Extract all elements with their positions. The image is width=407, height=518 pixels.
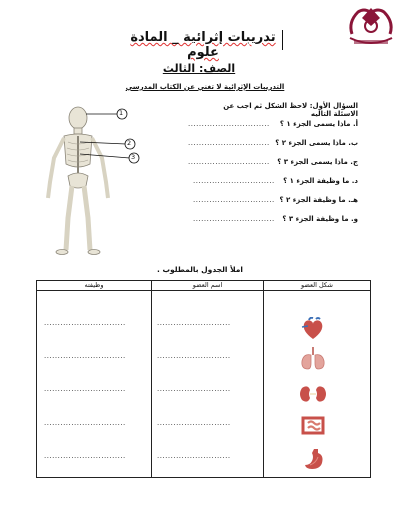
grade-label: الصف: الثالث (162, 62, 236, 75)
question-text: و. ما وظيفة الجزء ٣ ؟ (282, 215, 358, 223)
question-text: د. ما وظيفة الجزء ١ ؟ (283, 177, 358, 185)
function-blank[interactable]: .............................. (44, 452, 126, 460)
ministry-logo (340, 4, 402, 50)
question-text: ج. ماذا يسمى الجزء ٣ ؟ (277, 158, 358, 166)
function-blank[interactable]: .............................. (44, 352, 126, 360)
name-blank[interactable]: ........................... (157, 452, 231, 460)
name-blank[interactable]: ........................... (157, 385, 231, 393)
label-3: 3 (131, 153, 136, 161)
answer-blank[interactable]: .............................. (193, 196, 275, 204)
name-blank[interactable]: ........................... (157, 352, 231, 360)
page-title: تدريبات إثرائية _ المادة علوم (130, 30, 276, 60)
lungs-icon (298, 347, 328, 371)
text-cursor (282, 30, 284, 50)
stomach-icon (302, 447, 326, 471)
kidneys-icon (298, 384, 328, 404)
label-2: 2 (127, 139, 132, 147)
intestines-icon (300, 414, 326, 436)
question1-intro: السؤال الأول: لاحظ الشكل ثم اجب عن الاسئلة التاليه (223, 102, 358, 118)
subtitle: التدريبات الإثرائية لا تغني عن الكتاب المدرسي (125, 83, 285, 91)
answer-blank[interactable]: .............................. (188, 158, 270, 166)
answer-blank[interactable]: .............................. (188, 139, 270, 147)
name-blank[interactable]: ........................... (157, 319, 231, 327)
header-organ-name: اسم العضو (152, 281, 264, 291)
answer-blank[interactable]: .............................. (193, 177, 275, 185)
function-blank[interactable]: .............................. (44, 419, 126, 427)
heart-icon (300, 317, 326, 341)
question-text: هـ. ما وظيفة الجزء ٢ ؟ (279, 196, 358, 204)
function-blank[interactable]: .............................. (44, 385, 126, 393)
header-function: وظيفته (37, 281, 152, 291)
answer-blank[interactable]: .............................. (188, 120, 270, 128)
header-organ-shape: شكل العضو (264, 281, 371, 291)
skeleton-figure (40, 106, 150, 256)
function-blank[interactable]: .............................. (44, 319, 126, 327)
question2-title: املأ الجدول بالمطلوب . (157, 265, 243, 274)
question-text: أ. ماذا يسمى الجزء ١ ؟ (279, 120, 358, 128)
answer-blank[interactable]: .............................. (193, 215, 275, 223)
label-1: 1 (119, 109, 124, 117)
name-blank[interactable]: ........................... (157, 419, 231, 427)
question-text: ب. ماذا يسمى الجزء ٢ ؟ (275, 139, 358, 147)
